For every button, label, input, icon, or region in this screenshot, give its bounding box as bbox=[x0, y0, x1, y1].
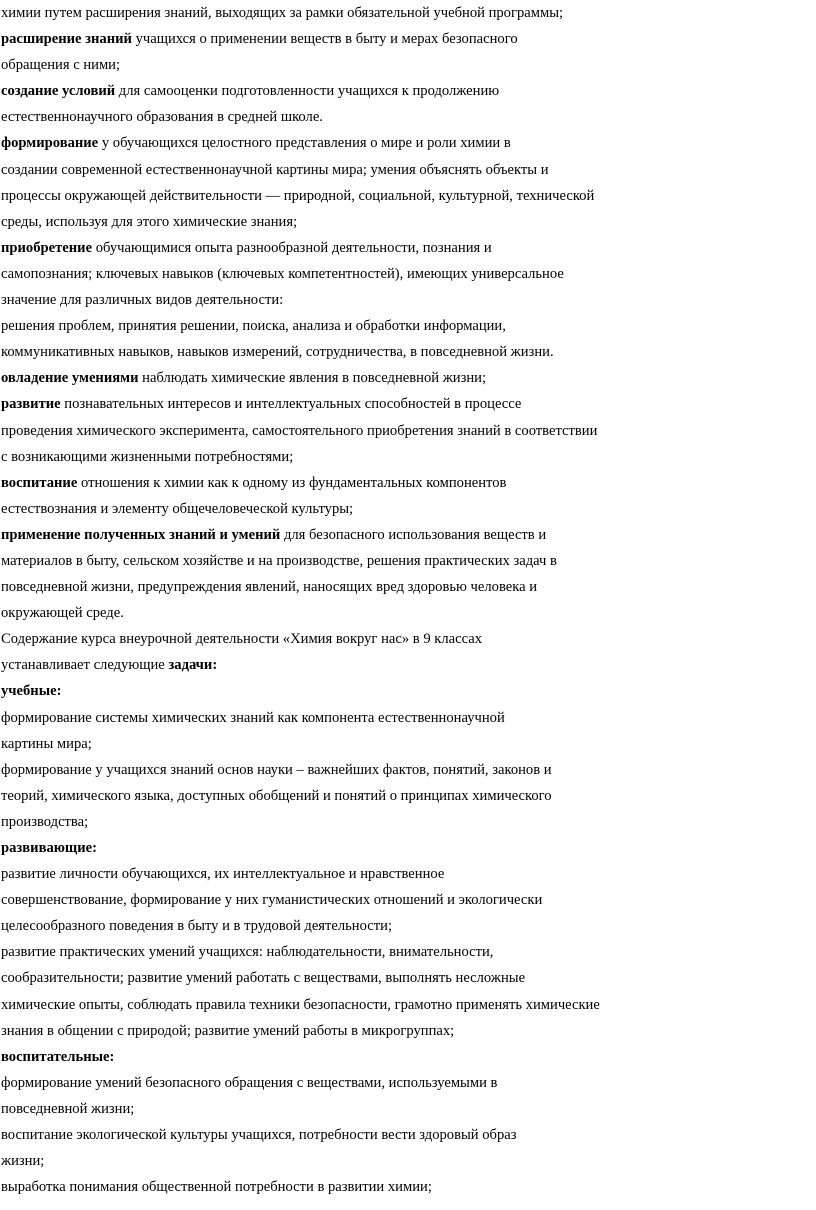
text-line bbox=[1, 835, 816, 861]
text-line bbox=[1, 339, 816, 365]
bold-term: задачи: bbox=[168, 657, 218, 674]
line-text: развитие практических умений учащихся: наблюдательности, внимательности, bbox=[1, 944, 494, 961]
line-text: естественнонаучного образования в средней школе. bbox=[1, 109, 323, 126]
line-text: учащихся о применении веществ в быту и мерах безопасного bbox=[131, 31, 518, 48]
text-line bbox=[1, 1070, 816, 1096]
text-line bbox=[1, 783, 816, 809]
text-line bbox=[1, 600, 816, 626]
text-line bbox=[1, 1174, 816, 1200]
line-text: жизни; bbox=[1, 1153, 45, 1170]
line-text: наблюдать химические явления в повседневной жизни; bbox=[138, 370, 487, 387]
bold-term: воспитательные: bbox=[1, 1048, 115, 1065]
line-text: познавательных интересов и интеллектуальных способностей в процессе bbox=[60, 396, 522, 413]
text-line bbox=[1, 731, 816, 757]
text-line bbox=[1, 496, 816, 522]
text-line bbox=[1, 183, 816, 209]
text-line bbox=[1, 965, 816, 991]
line-text: повседневной жизни, предупреждения явлений, наносящих вред здоровью человека и bbox=[1, 579, 538, 596]
text-line bbox=[1, 913, 816, 939]
bold-term: приобретение bbox=[1, 239, 93, 256]
bold-term: развивающие: bbox=[1, 840, 97, 856]
text-line bbox=[1, 26, 816, 52]
bold-term: развитие bbox=[1, 396, 61, 413]
line-text: окружающей среде. bbox=[1, 605, 124, 622]
text-line bbox=[1, 1018, 816, 1044]
text-line bbox=[1, 939, 816, 965]
line-text: значение для различных видов деятельности: bbox=[1, 292, 284, 309]
line-text: химии путем расширения знаний, выходящих за рамки обязательной учебной программы; bbox=[1, 5, 564, 21]
line-text: создании современной естественнонаучной картины мира; умения объяснять объекты и bbox=[1, 161, 549, 178]
line-text: естествознания и элементу общечеловеческой культуры; bbox=[1, 500, 354, 517]
text-line bbox=[1, 365, 816, 391]
text-line bbox=[1, 313, 816, 339]
line-text: обращения с ними; bbox=[1, 57, 121, 74]
line-text: производства; bbox=[1, 813, 89, 830]
bold-term: расширение знаний bbox=[1, 31, 132, 48]
text-line bbox=[1, 1148, 816, 1174]
text-line bbox=[1, 1044, 816, 1070]
line-text: для самооценки подготовленности учащихся к продолжению bbox=[115, 83, 500, 100]
text-line bbox=[1, 261, 816, 287]
text-line bbox=[1, 444, 816, 470]
line-text: формирование системы химических знаний как компонента естественнонаучной bbox=[1, 709, 505, 726]
text-line bbox=[1, 861, 816, 887]
line-text: знания в общении с природой; развитие умений работы в микрогруппах; bbox=[1, 1022, 455, 1039]
text-line bbox=[1, 0, 816, 26]
line-text: среды, используя для этого химические знания; bbox=[1, 213, 298, 230]
text-line bbox=[1, 809, 816, 835]
line-text: у обучающихся целостного представления о мире и роли химии в bbox=[98, 135, 511, 152]
text-line bbox=[1, 705, 816, 731]
line-text: совершенствование, формирование у них гуманистических отношений и экологически bbox=[1, 892, 543, 909]
text-line bbox=[1, 235, 816, 261]
bold-term: применение полученных знаний и умений bbox=[1, 526, 281, 543]
text-line bbox=[1, 992, 816, 1018]
line-text: химические опыты, соблюдать правила техники безопасности, грамотно применять химические bbox=[1, 996, 600, 1013]
text-line bbox=[1, 574, 816, 600]
line-text: воспитание экологической культуры учащихся, потребности вести здоровый образ bbox=[1, 1127, 517, 1144]
text-line bbox=[1, 678, 816, 704]
line-text: материалов в быту, сельском хозяйстве и на производстве, решения практических задач в bbox=[1, 552, 557, 569]
text-line bbox=[1, 470, 816, 496]
line-text: самопознания; ключевых навыков (ключевых компетентностей), имеющих универсальное bbox=[1, 265, 564, 282]
line-text: картины мира; bbox=[1, 735, 92, 752]
line-text: отношения к химии как к одному из фундаментальных компонентов bbox=[77, 474, 507, 491]
line-text: целесообразного поведения в быту и в трудовой деятельности; bbox=[1, 918, 393, 935]
text-line bbox=[1, 104, 816, 130]
text-line bbox=[1, 626, 816, 652]
line-text: развитие личности обучающихся, их интеллектуальное и нравственное bbox=[1, 866, 445, 883]
line-text: выработка понимания общественной потребности в развитии химии; bbox=[1, 1179, 432, 1196]
line-text: сообразительности; развитие умений работать с веществами, выполнять несложные bbox=[1, 970, 526, 987]
bold-term: создание условий bbox=[1, 83, 116, 100]
text-line bbox=[1, 287, 816, 313]
bold-term: учебные: bbox=[1, 683, 62, 700]
line-text: коммуникативных навыков, навыков измерений, сотрудничества, в повседневной жизни. bbox=[1, 344, 554, 361]
line-text: обучающимися опыта разнообразной деятельности, познания и bbox=[92, 239, 492, 256]
text-line bbox=[1, 1122, 816, 1148]
text-line bbox=[1, 887, 816, 913]
text-line bbox=[1, 522, 816, 548]
document-body bbox=[1, 0, 816, 1200]
line-text: с возникающими жизненными потребностями; bbox=[1, 448, 294, 465]
line-text: проведения химического эксперимента, самостоятельного приобретения знаний в соответствии bbox=[1, 422, 598, 439]
line-text: формирование умений безопасного обращения с веществами, используемыми в bbox=[1, 1074, 498, 1091]
text-line bbox=[1, 52, 816, 78]
text-line bbox=[1, 209, 816, 235]
bold-term: формирование bbox=[1, 135, 99, 152]
line-text: для безопасного использования веществ и bbox=[280, 526, 547, 543]
text-line bbox=[1, 548, 816, 574]
text-line bbox=[1, 757, 816, 783]
line-text: процессы окружающей действительности — природной, социальной, культурной, технической bbox=[1, 187, 595, 204]
text-line bbox=[1, 157, 816, 183]
line-text: Содержание курса внеурочной деятельности «Химия вокруг нас» в 9 классах bbox=[1, 631, 483, 648]
bold-term: воспитание bbox=[1, 474, 78, 491]
text-line bbox=[1, 78, 816, 104]
text-line bbox=[1, 130, 816, 156]
text-line bbox=[1, 652, 816, 678]
text-line bbox=[1, 1096, 816, 1122]
text-line bbox=[1, 418, 816, 444]
line-text: повседневной жизни; bbox=[1, 1100, 135, 1117]
line-text: теорий, химического языка, доступных обобщений и понятий о принципах химического bbox=[1, 787, 552, 804]
bold-term: овладение умениями bbox=[1, 370, 139, 387]
line-text: решения проблем, принятия решении, поиска, анализа и обработки информации, bbox=[1, 318, 506, 335]
line-text: устанавливает следующие bbox=[1, 657, 169, 674]
line-text: формирование у учащихся знаний основ науки – важнейших фактов, понятий, законов и bbox=[1, 761, 552, 778]
text-line bbox=[1, 391, 816, 417]
